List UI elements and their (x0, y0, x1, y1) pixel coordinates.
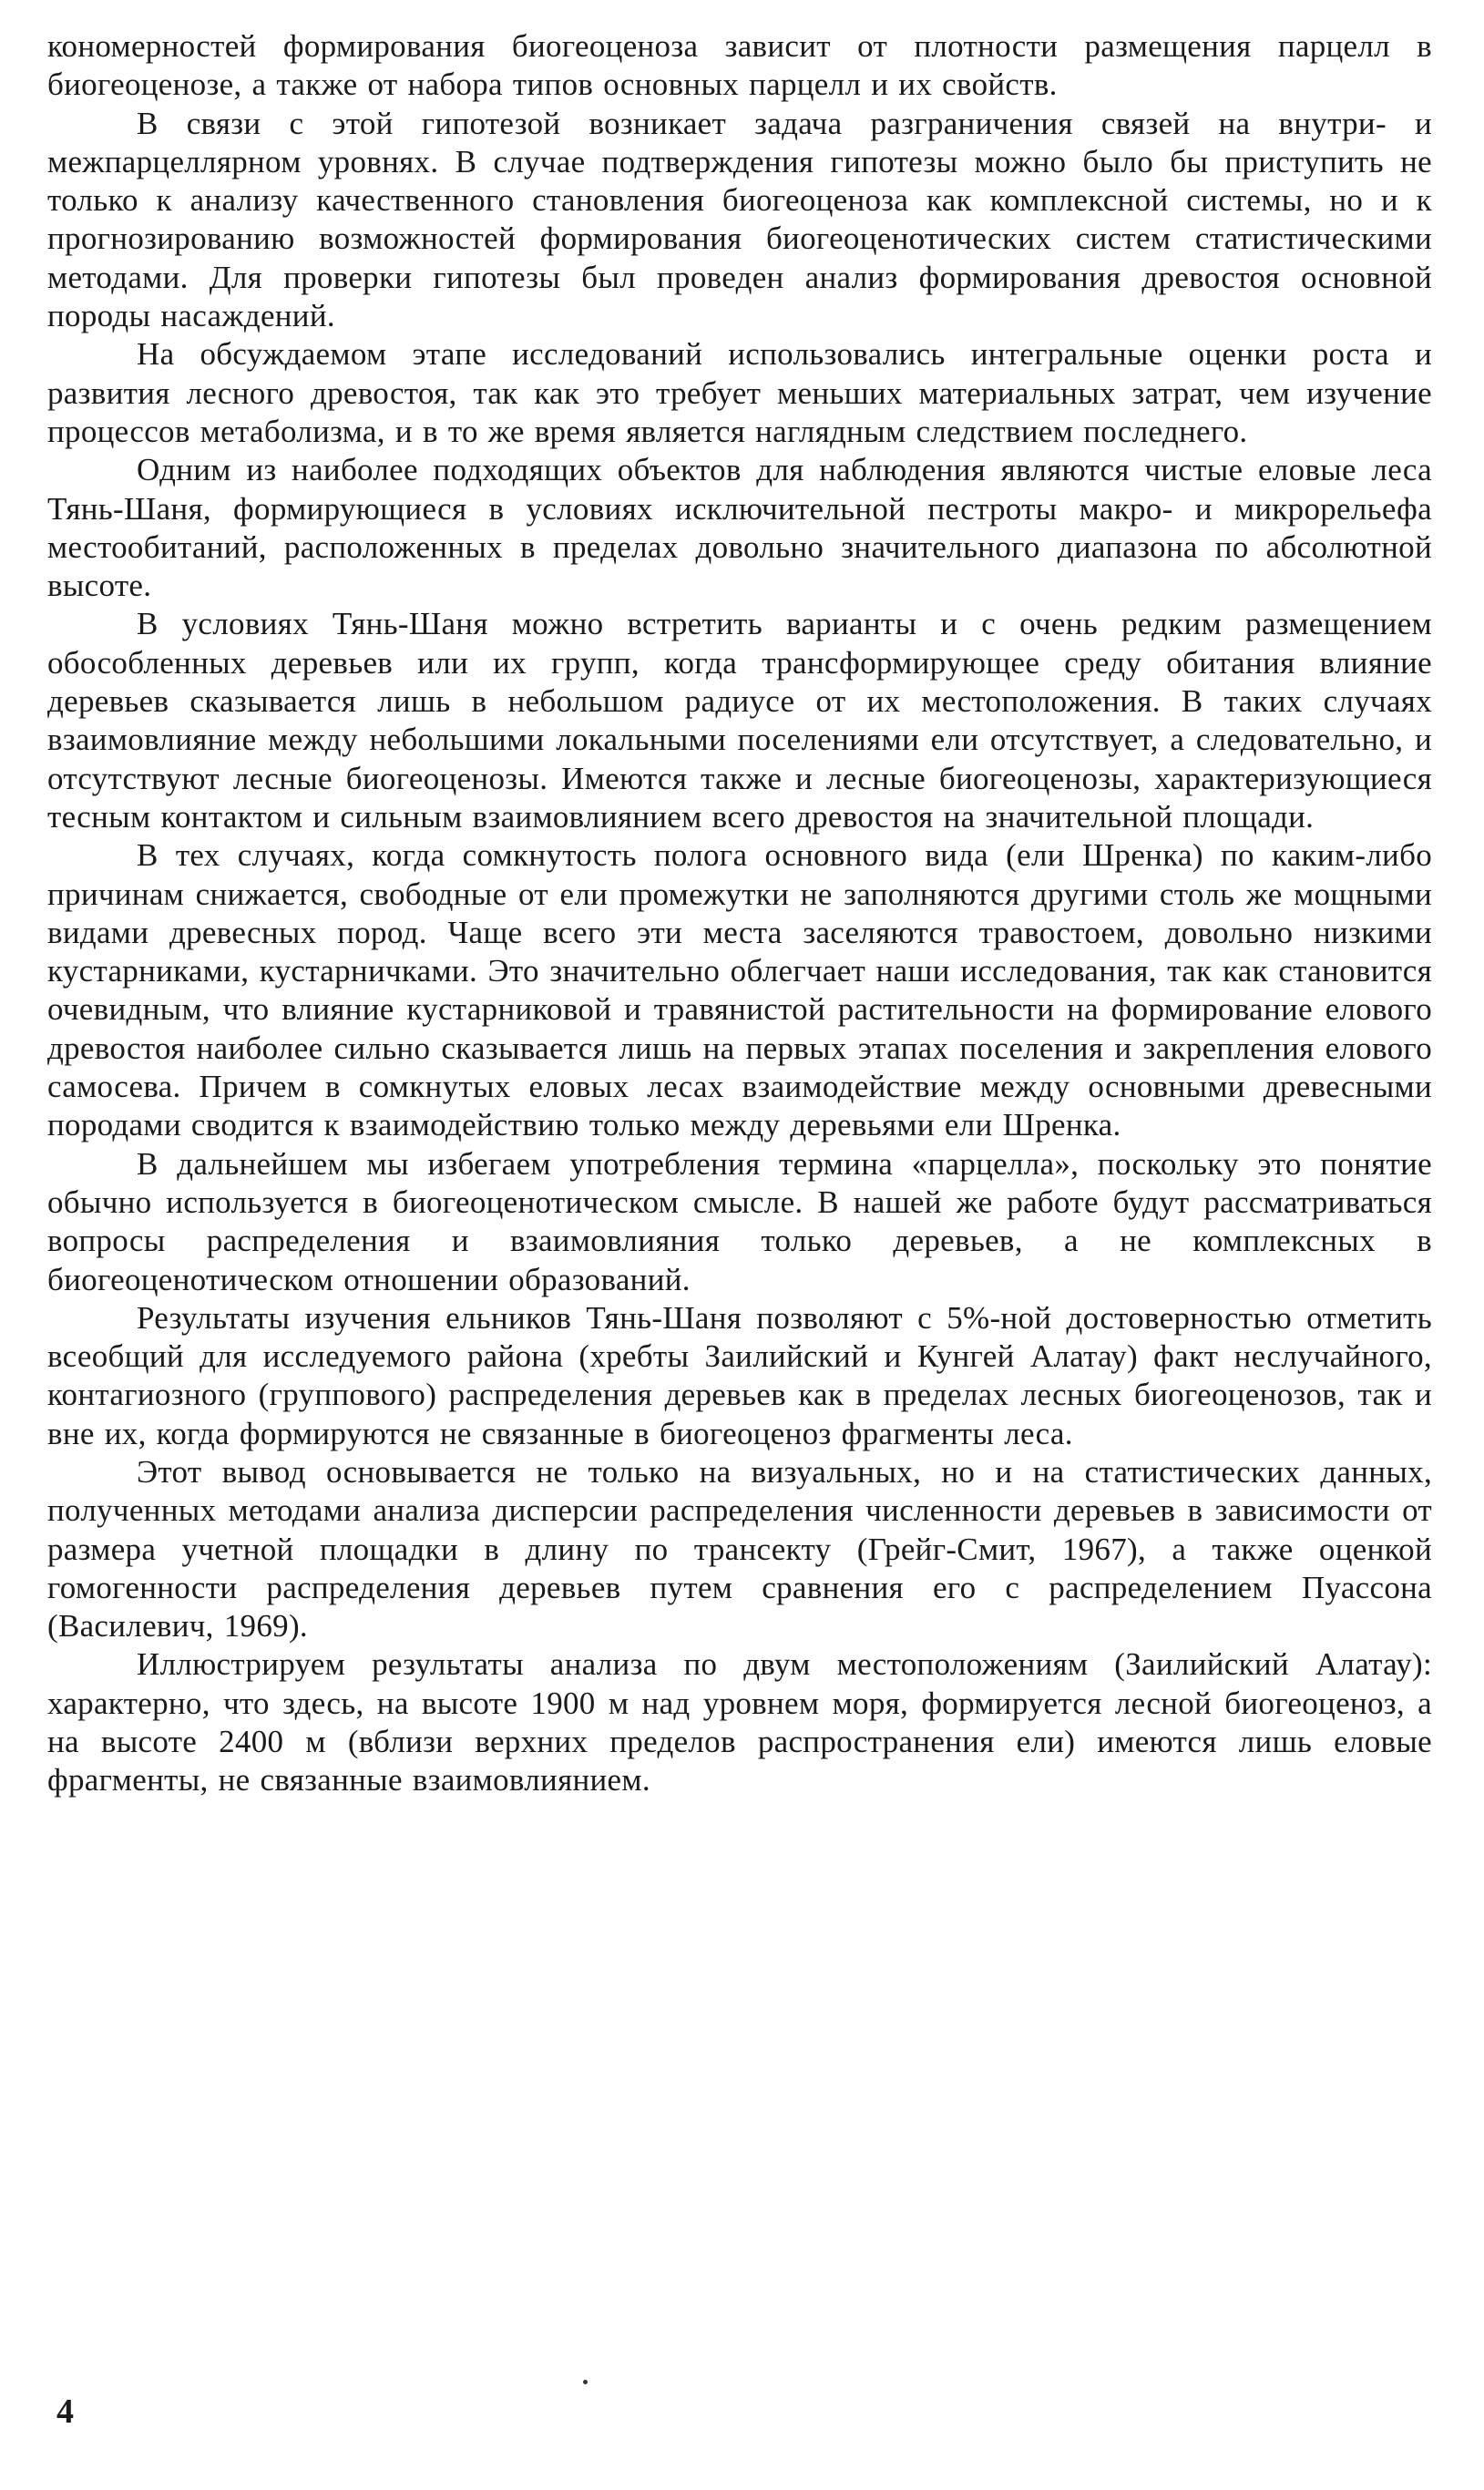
page-number: 4 (56, 2393, 74, 2431)
paragraph-continuation: кономерностей формирования биогеоценоза зависит от плотности размещения парцелл в биогеоценозе, а также от набора типов основных парцелл и их свойств. (47, 28, 1432, 103)
paragraph: В связи с этой гипотезой возникает задача разграничения связей на внутри- и межпарцеллярном уровнях. В случае подтверждения гипотезы можно было бы приступить не только к анализу качественного становления биогеоценоза как комплексной системы, но и к прогнозированию возможностей формирования биогеоценотических систем статистическими методами. Для проверки гипотезы был проведен анализ формирования древостоя основной породы насаждений. (47, 105, 1432, 334)
paragraph: В дальнейшем мы избегаем употребления термина «парцелла», поскольку это понятие обычно используется в биогеоценотическом смысле. В нашей же работе будут рассматриваться вопросы распределения и взаимовлияния только деревьев, а не комплексных в биогеоценотическом отношении образований. (47, 1145, 1432, 1297)
paragraph: Этот вывод основывается не только на визуальных, но и на статистических данных, полученных методами анализа дисперсии распределения численности деревьев в зависимости от размера учетной площадки в длину по трансекту (Грейг-Смит, 1967), а также оценкой гомогенности распределения деревьев путем сравнения его с распределением Пуассона (Василевич, 1969). (47, 1453, 1432, 1645)
paragraph: Одним из наиболее подходящих объектов для наблюдения являются чистые еловые леса Тянь-Шаня, формирующиеся в условиях исключительной пестроты макро- и микрорельефа местообитаний, расположенных в пределах довольно значительного диапазона по абсолютной высоте. (47, 452, 1432, 604)
print-speck (583, 2380, 588, 2384)
paragraph: В тех случаях, когда сомкнутость полога основного вида (ели Шренка) по каким-либо причинам снижается, свободные от ели промежутки не заполняются другими столь же мощными видами древесных пород. Чаще всего эти места заселяются травостоем, довольно низкими кустарниками, кустарничками. Это значительно облегчает наши исследования, так как становится очевидным, что влияние кустарниковой и травянистой растительности на формирование елового древостоя наиболее сильно сказывается лишь на первых этапах поселения и закрепления елового самосева. Причем в сомкнутых еловых лесах взаимодействие между основными древесными породами сводится к взаимодействию только между деревьями ели Шренка. (47, 837, 1432, 1143)
body-text (47, 27, 1432, 1800)
paragraph: На обсуждаемом этапе исследований использовались интегральные оценки роста и развития лесного древостоя, так как это требует меньших материальных затрат, чем изучение процессов метаболизма, и в то же время является наглядным следствием последнего. (47, 336, 1432, 449)
paragraph: Результаты изучения ельников Тянь-Шаня позволяют с 5%-ной достоверностью отметить всеобщий для исследуемого района (хребты Заилийский и Кунгей Алатау) факт неслучайного, контагиозного (группового) распределения деревьев как в пределах лесных биогеоценозов, так и вне их, когда формируются не связанные в биогеоценоз фрагменты леса. (47, 1299, 1432, 1451)
paragraph: В условиях Тянь-Шаня можно встретить варианты и с очень редким размещением обособленных деревьев или их групп, когда трансформирующее среду обитания влияние деревьев сказывается лишь в небольшом радиусе от их местоположения. В таких случаях взаимовлияние между небольшими локальными поселениями ели отсутствует, а следовательно, и отсутствуют лесные биогеоценозы. Имеются также и лесные биогеоценозы, характеризующиеся тесным контактом и сильным взаимовлиянием всего древостоя на значительной площади. (47, 606, 1432, 835)
paragraph: Иллюстрируем результаты анализа по двум местоположениям (Заилийский Алатау): характерно, что здесь, на высоте 1900 м над уровнем моря, формируется лесной биогеоценоз, а на высоте 2400 м (вблизи верхних пределов распространения ели) имеются лишь еловые фрагменты, не связанные взаимовлиянием. (47, 1646, 1432, 1798)
